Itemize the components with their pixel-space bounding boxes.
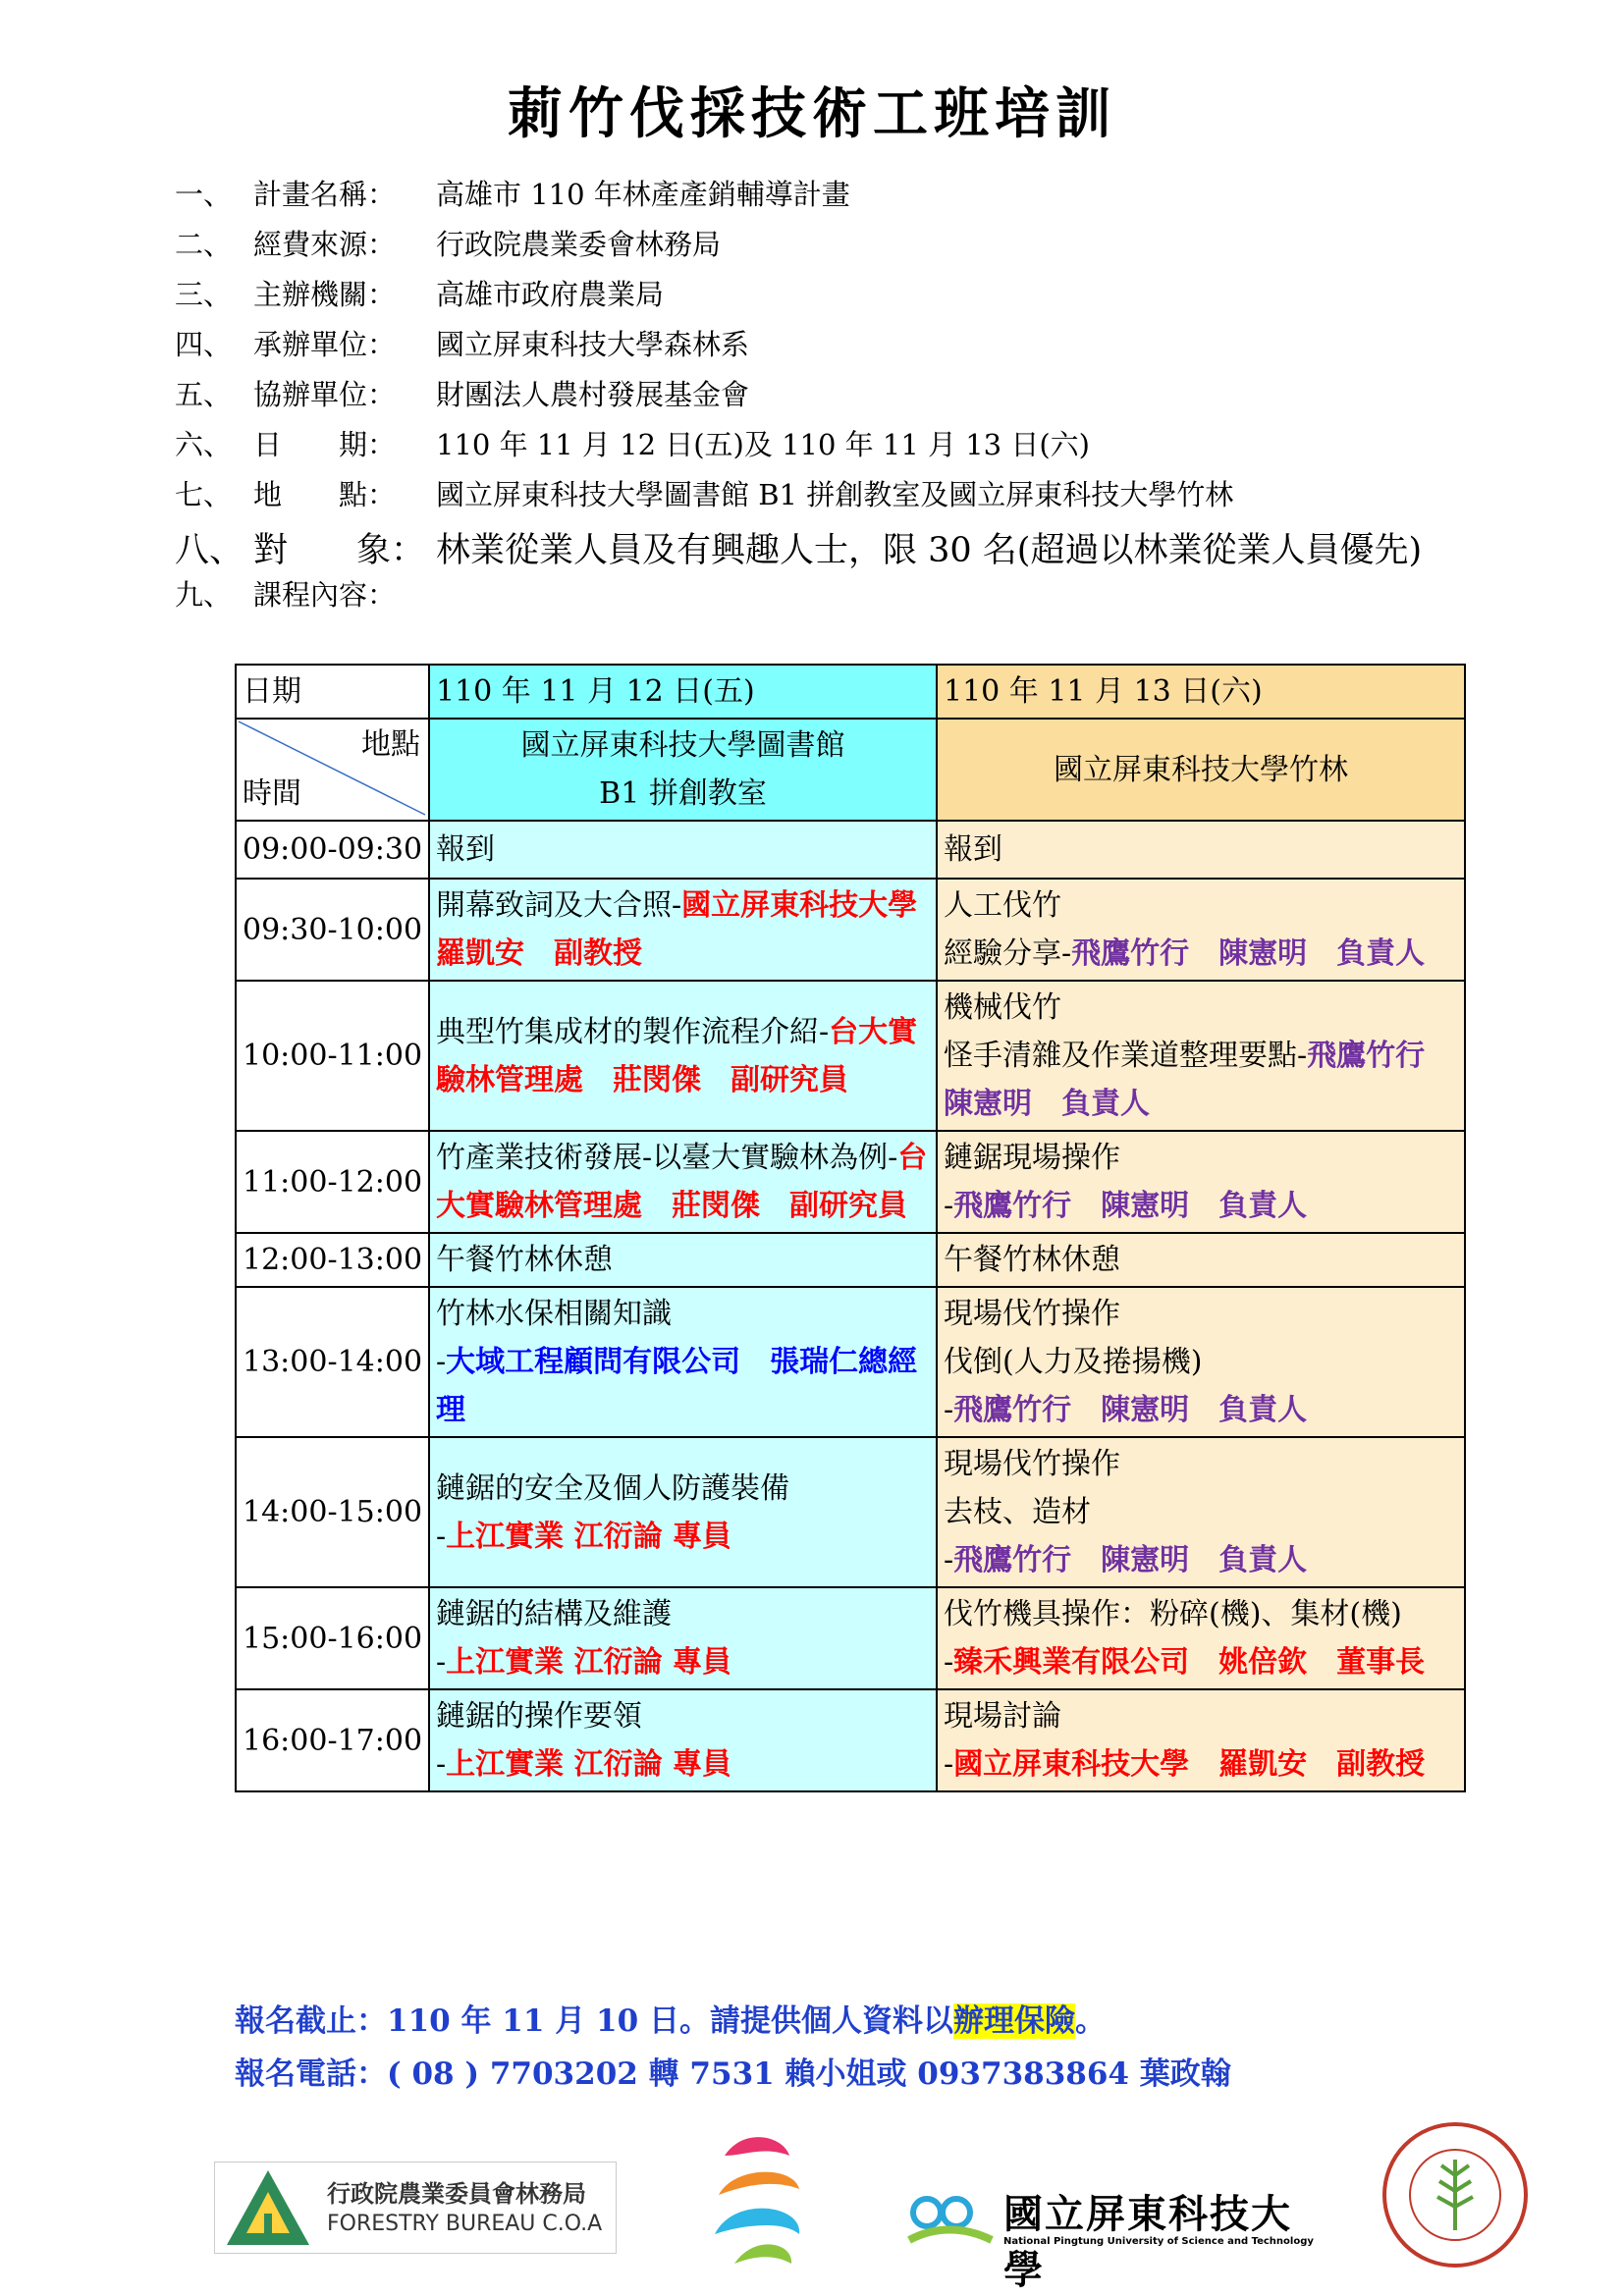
info-item [175, 223, 1422, 273]
session-speaker: 台大實驗林管理處 莊閔傑 副研究員 [436, 1014, 918, 1097]
session-speaker: 台大實驗林管理處 莊閔傑 副研究員 [436, 1141, 928, 1223]
info-item-label: 經費來源： [253, 228, 397, 261]
session-text: 鏈鋸的安全及個人防護裝備 [436, 1470, 789, 1506]
session-speaker: 上江實業 江衍論 專員 [446, 1519, 732, 1554]
day1-header: 110 年 11 月 12 日(五) [429, 665, 937, 719]
deadline-note [235, 1995, 1231, 2048]
session-speaker: 飛鷹竹行 陳憲明 負責人 [944, 1039, 1455, 1121]
schedule-row [236, 981, 1465, 1131]
schedule-row [236, 1437, 1465, 1587]
info-item-number: 七、 [175, 478, 233, 511]
info-item-label: 日 期： [253, 428, 397, 461]
info-item-number: 四、 [175, 328, 233, 361]
info-item-value: 行政院農業委會林務局 [436, 228, 722, 261]
venue1-line2: B1 拼創教室 [599, 776, 767, 811]
session-speaker: 飛鷹竹行 陳憲明 負責人 [1071, 936, 1426, 971]
session-text: 去枝、造材 [944, 1495, 1091, 1529]
session-text: 伐倒(人力及捲揚機) [944, 1345, 1203, 1379]
info-item-value: 林業從業人員及有興趣人士，限 30 名(超過以林業從業人員優先) [436, 531, 1423, 570]
session-speaker: 上江實業 江衍論 專員 [446, 1645, 732, 1680]
info-item [175, 373, 1422, 423]
page-title: 莿竹伐採技術工班培訓 [508, 81, 1116, 146]
time-label: 時間 [243, 776, 301, 811]
day2-session [937, 981, 1465, 1131]
day1-session [429, 1131, 937, 1233]
info-item-value: 國立屏東科技大學森林系 [436, 328, 750, 361]
session-text: - [436, 1747, 447, 1782]
schedule-row [236, 1131, 1465, 1233]
session-speaker: 飛鷹竹行 陳憲明 負責人 [953, 1393, 1308, 1427]
session-speaker: 臻禾興業有限公司 姚倍欽 董事長 [953, 1645, 1426, 1680]
info-item-value: 高雄市 110 年林產產銷輔導計畫 [436, 178, 850, 211]
phone-note: 報名電話：( 08 ) 7703202 轉 7531 賴小姐或 0937383864 葉政翰 [235, 2056, 1231, 2092]
session-text: 現場伐竹操作 [944, 1447, 1120, 1481]
session-text: - [436, 1645, 447, 1680]
deadline-prefix: 報名截止：110 年 11 月 10 日。請提供個人資料以 [235, 2003, 953, 2039]
schedule-row [236, 821, 1465, 879]
info-item-number: 一、 [175, 178, 233, 211]
info-list [175, 173, 1422, 623]
time-slot: 09:30-10:00 [236, 879, 429, 981]
deadline-suffix: 。 [1074, 2003, 1106, 2039]
info-item [175, 323, 1422, 373]
day1-session [429, 1287, 937, 1437]
day1-session [429, 821, 937, 879]
day2-session [937, 1233, 1465, 1287]
day1-session [429, 1233, 937, 1287]
deadline-highlight: 辦理保險 [952, 2003, 1075, 2039]
time-slot: 16:00-17:00 [236, 1689, 429, 1791]
session-text: 鏈鋸的結構及維護 [436, 1597, 672, 1631]
info-item-label: 協辦單位： [253, 378, 397, 411]
schedule-row [236, 1287, 1465, 1437]
session-text: 竹林水保相關知識 [436, 1297, 672, 1331]
schedule-row [236, 1689, 1465, 1791]
info-item-number: 六、 [175, 428, 233, 461]
info-item [175, 573, 1422, 623]
time-slot: 13:00-14:00 [236, 1287, 429, 1437]
session-speaker: 飛鷹竹行 陳憲明 負責人 [953, 1189, 1308, 1223]
info-item-value: 110 年 11 月 12 日(五)及 110 年 11 月 13 日(六) [436, 428, 1090, 461]
session-speaker: 飛鷹竹行 陳憲明 負責人 [953, 1543, 1308, 1577]
info-item-value: 高雄市政府農業局 [436, 278, 665, 311]
time-slot: 15:00-16:00 [236, 1587, 429, 1689]
day2-header: 110 年 11 月 13 日(六) [937, 665, 1465, 719]
npust-emblem-icon [905, 2183, 996, 2252]
day2-session [937, 1437, 1465, 1587]
info-item [175, 423, 1422, 473]
info-item-number: 八、 [175, 531, 244, 570]
forestry-emblem-icon [219, 2163, 317, 2253]
npust-name-cn: 國立屏東科技大學 [1003, 2191, 1292, 2293]
session-text: 午餐竹林休憩 [436, 1243, 613, 1277]
info-item-number: 九、 [175, 578, 233, 612]
info-item-value: 財團法人農村發展基金會 [436, 378, 750, 411]
info-item-number: 三、 [175, 278, 233, 311]
session-speaker: 國立屏東科技大學 羅凱安 副教授 [953, 1747, 1426, 1782]
forestry-name-en: FORESTRY BUREAU C.O.A [327, 2212, 603, 2236]
day2-session [937, 821, 1465, 879]
info-item [175, 523, 1422, 573]
session-text: 現場伐竹操作 [944, 1297, 1120, 1331]
session-text: - [944, 1645, 954, 1680]
session-text: 報到 [436, 832, 495, 867]
session-text: 人工伐竹 [944, 888, 1061, 923]
day1-session [429, 879, 947, 981]
time-slot: 11:00-12:00 [236, 1131, 429, 1233]
day2-session [937, 1689, 1465, 1791]
time-slot: 09:00-09:30 [236, 821, 429, 879]
session-speaker: 上江實業 江衍論 專員 [446, 1747, 732, 1782]
forestry-name-cn: 行政院農業委員會林務局 [327, 2180, 586, 2208]
npust-logo [905, 2177, 1314, 2293]
place-label: 地點 [361, 727, 420, 762]
time-slot: 10:00-11:00 [236, 981, 429, 1131]
npust-name-en: National Pingtung University of Science and Technology [1003, 2236, 1314, 2247]
info-item-label: 地 點： [253, 478, 397, 511]
info-item-label: 主辦機關： [253, 278, 397, 311]
session-text: 經驗分享- [944, 936, 1072, 971]
info-item-label: 課程內容： [253, 578, 397, 612]
day2-session [937, 879, 1465, 981]
rural-foundation-seal [1380, 2120, 1530, 2269]
session-text: - [944, 1543, 954, 1577]
schedule-row [236, 1233, 1465, 1287]
info-item-number: 五、 [175, 378, 233, 411]
date-label: 日期 [236, 665, 429, 719]
session-text: 鏈鋸的操作要領 [436, 1699, 642, 1734]
venue2: 國立屏東科技大學竹林 [937, 719, 1465, 821]
registration-notes [235, 1995, 1231, 2101]
kaohsiung-city-emblem [705, 2126, 811, 2275]
session-text: 現場討論 [944, 1699, 1061, 1734]
venue1 [429, 719, 937, 821]
time-slot: 12:00-13:00 [236, 1233, 429, 1287]
info-item [175, 273, 1422, 323]
day1-session [429, 1587, 937, 1689]
diagonal-header-cell [236, 719, 429, 821]
time-slot: 14:00-15:00 [236, 1437, 429, 1587]
info-item-label: 承辦單位： [253, 328, 397, 361]
info-item-label: 對 象： [253, 531, 426, 570]
session-text: 開幕致詞及大合照- [436, 888, 682, 923]
schedule-row [236, 879, 1465, 981]
day1-session [429, 981, 937, 1131]
info-item-label: 計畫名稱： [253, 178, 397, 211]
session-text: 典型竹集成材的製作流程介紹- [436, 1014, 830, 1049]
session-speaker: 國立屏東科技大學 羅凱安 副教授 [436, 888, 947, 971]
day2-session [937, 1287, 1465, 1437]
info-item [175, 173, 1422, 223]
session-text: - [436, 1519, 447, 1554]
day2-session [937, 1131, 1465, 1233]
forestry-bureau-logo [214, 2162, 617, 2254]
day1-session [429, 1437, 937, 1587]
session-text: 機械伐竹 [944, 990, 1061, 1025]
session-text: 怪手清雜及作業道整理要點- [944, 1039, 1308, 1073]
schedule-table [235, 664, 1466, 1792]
session-text: 午餐竹林休憩 [944, 1243, 1120, 1277]
session-speaker: 大域工程顧問有限公司 張瑞仁總經理 [436, 1345, 918, 1427]
session-text: - [436, 1345, 447, 1379]
session-text: - [944, 1393, 954, 1427]
day2-session [937, 1587, 1465, 1689]
session-text: 鏈鋸現場操作 [944, 1141, 1120, 1175]
info-item [175, 473, 1422, 523]
schedule-row [236, 1587, 1465, 1689]
session-text: - [944, 1747, 954, 1782]
session-text: 竹產業技術發展-以臺大實驗林為例- [436, 1141, 898, 1175]
venue1-line1: 國立屏東科技大學圖書館 [520, 728, 845, 763]
session-text: - [944, 1189, 954, 1223]
day1-session [429, 1689, 937, 1791]
info-item-value: 國立屏東科技大學圖書館 B1 拼創教室及國立屏東科技大學竹林 [436, 478, 1234, 511]
session-text: 報到 [944, 832, 1002, 867]
info-item-number: 二、 [175, 228, 233, 261]
session-text: 伐竹機具操作：粉碎(機)、集材(機) [944, 1597, 1402, 1631]
